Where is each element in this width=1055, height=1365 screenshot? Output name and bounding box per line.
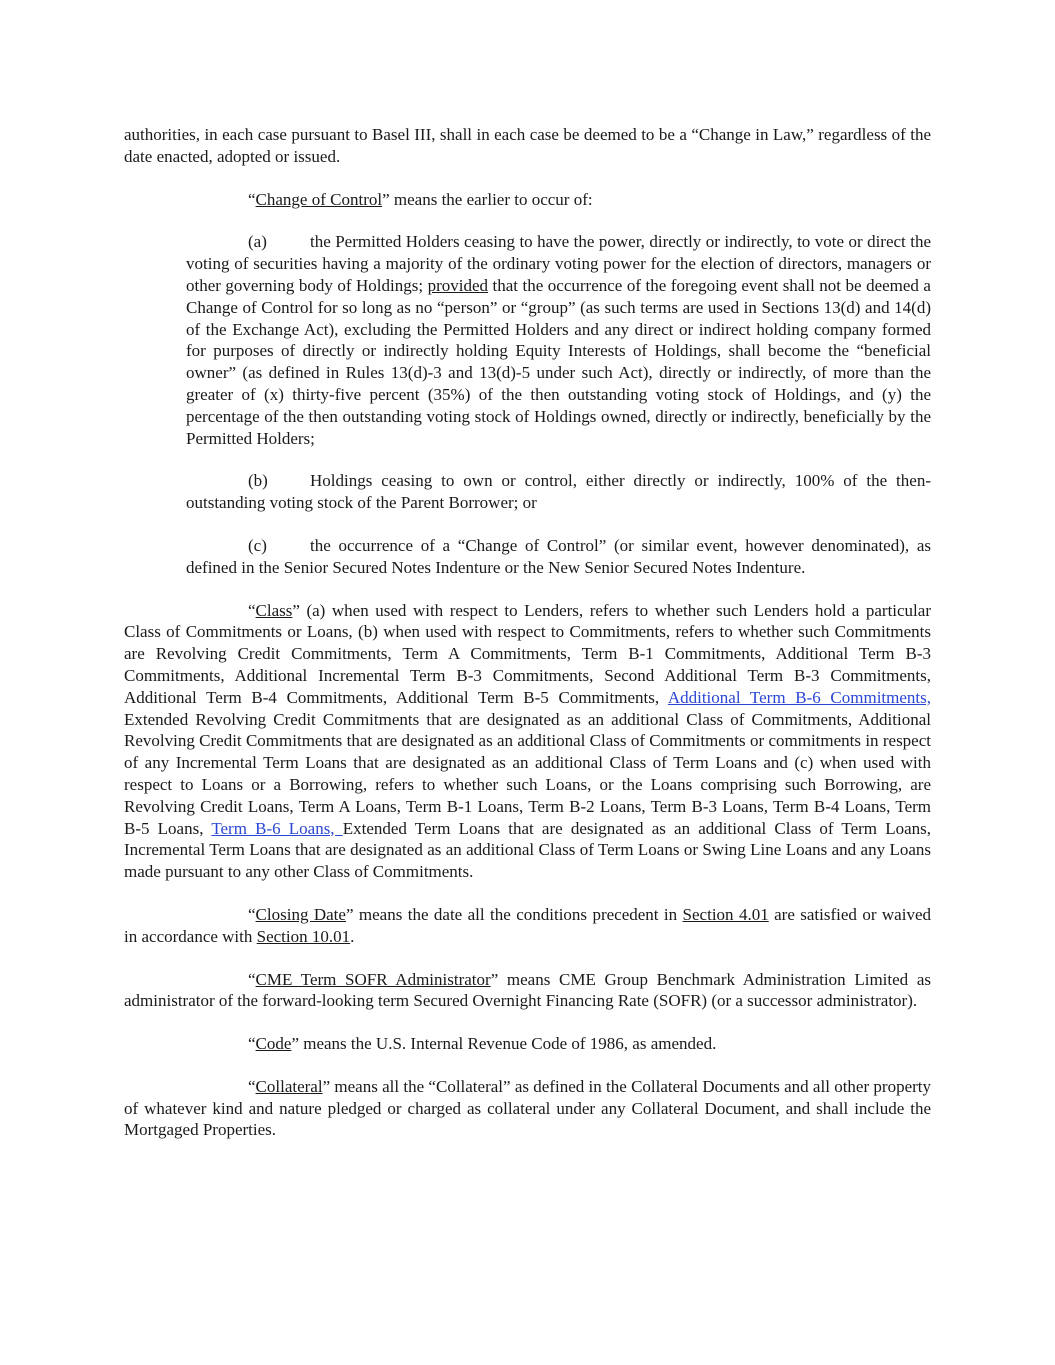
inserted-text-link[interactable]: Term B-6 Loans,: [211, 818, 343, 838]
defined-term: Closing Date: [255, 904, 346, 924]
defined-term: Code: [255, 1034, 292, 1054]
defined-term: Class: [255, 600, 293, 620]
intro-paragraph: authorities, in each case pursuant to Basel III, shall in each case be deemed to be a “Change in Law,” regardless of the date enacted, adopted or issued.: [124, 125, 931, 166]
definition-class: “Class” (a) when used with respect to Lenders, refers to whether such Lenders hold a particular Class of Commitments or Loans, (b) when used with respect to Commitments, refers to whether such Commitments are Revolving Credit Commitments, Term A Commitments, Term B-1 Commitments, Additional Term B-3 Commitments, Additional Incremental Term B-3 Commitments, Second Additional Term B-3 Commitments, Additional Term B-4 Commitments, Additional Term B-5 Commitments, Additional Term B-6 Commitments, Extended Revolving Credit Commitments that are designated as an additional Class of Commitments, Additional Revolving Credit Commitments that are designated as an additional Class of Commitments or commitments in respect of any Incremental Term Loans that are designated as an additional Class of Term Loans and (c) when used with respect to Loans or a Borrowing, refers to whether such Loans, or the Loans comprising such Borrowing, are Revolving Credit Loans, Term A Loans, Term B-1 Loans, Term B-2 Loans, Term B-3 Loans, Term B-4 Loans, Term B-5 Loans, Term B-6 Loans, Extended Term Loans that are designated as an additional Class of Term Loans, Incremental Term Loans that are designated as an additional Class of Term Loans or Swing Line Loans and any Loans made pursuant to any other Class of Commitments.: [124, 600, 931, 882]
clause-c: (c) the occurrence of a “Change of Control” (or similar event, however denominated), as defined in the Senior Secured Notes Indenture or the New Senior Secured Notes Indenture.: [186, 535, 931, 577]
definition-collateral: “Collateral” means all the “Collateral” as defined in the Collateral Documents and all other property of whatever kind and nature pledged or charged as collateral under any Collateral Document, and shall include the Mortgaged Properties.: [124, 1076, 931, 1140]
clause-a: (a) the Permitted Holders ceasing to have the power, directly or indirectly, to vote or direct the voting of securities having a majority of the ordinary voting power for the election of directors, managers or other governing body of Holdings; provided that the occurrence of the foregoing event shall not be deemed a Change of Control for so long as no “person” or “group” (as such terms are used in Sections 13(d) and 14(d) of the Exchange Act), excluding the Permitted Holders and any direct or indirect holding company formed for purposes of directly or indirectly holding Equity Interests of Holdings, shall become the “beneficial owner” (as defined in Rules 13(d)-3 and 13(d)-5 under such Act), directly or indirectly, of more than the greater of (x) thirty-five percent (35%) of the then outstanding voting stock of Holdings, and (y) the percentage of the then outstanding voting stock of Holdings owned, directly or indirectly, beneficially by the Permitted Holders;: [186, 232, 931, 448]
clause-label: (a): [248, 232, 267, 252]
provided-term: provided: [427, 275, 489, 295]
definition-code: “Code” means the U.S. Internal Revenue Code of 1986, as amended.: [248, 1034, 717, 1054]
document-page: [124, 124, 931, 1162]
clause-label: (c): [248, 535, 267, 555]
inserted-text-link[interactable]: Additional Term B-6 Commitments,: [667, 687, 931, 707]
clause-b: (b) Holdings ceasing to own or control, either directly or indirectly, 100% of the then-outstanding voting stock of the Parent Borrower; or: [186, 471, 931, 513]
defined-term: CME Term SOFR Administrator: [255, 969, 491, 989]
section-reference: Section 10.01: [256, 926, 351, 946]
definition-closing-date: “Closing Date” means the date all the conditions precedent in Section 4.01 are satisfied or waived in accordance with Section 10.01.: [124, 904, 931, 946]
defined-term: Change of Control: [255, 189, 383, 209]
definition-change-of-control: “Change of Control” means the earlier to occur of:: [248, 189, 593, 209]
definition-cme-term-sofr-administrator: “CME Term SOFR Administrator” means CME Group Benchmark Administration Limited as administrator of the forward-looking term Secured Overnight Financing Rate (SOFR) (or a successor administrator).: [124, 969, 931, 1011]
section-reference: Section 4.01: [682, 904, 769, 924]
defined-term: Collateral: [255, 1076, 323, 1096]
clause-label: (b): [248, 471, 268, 491]
